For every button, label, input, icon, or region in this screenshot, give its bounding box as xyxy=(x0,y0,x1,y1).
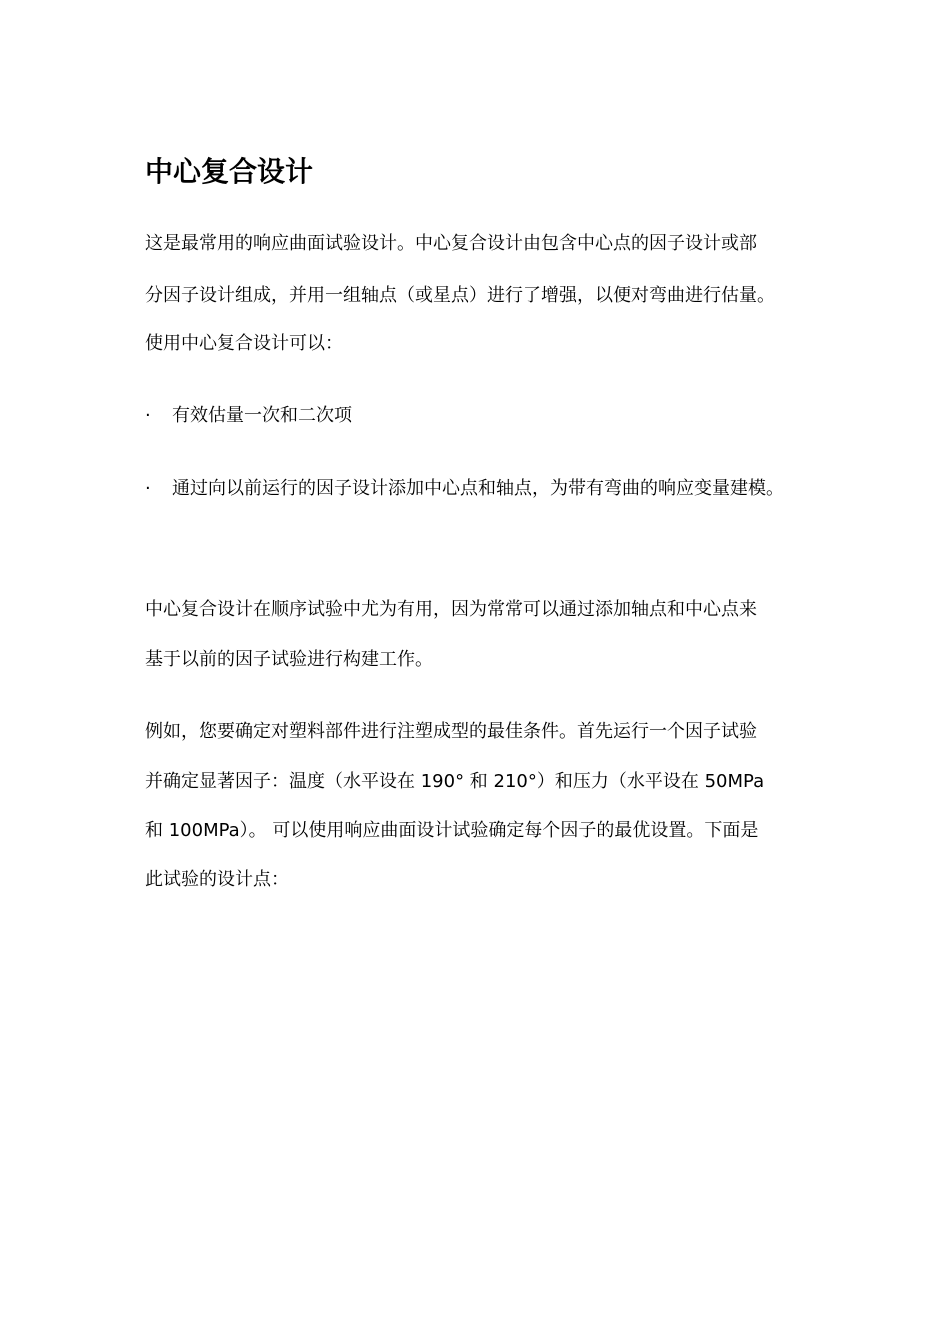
intro-line-3: 使用中心复合设计可以： xyxy=(145,333,343,354)
paragraph3-line-2: 并确定显著因子：温度（水平设在 190° 和 210°）和压力（水平设在 50MPa xyxy=(145,771,765,792)
bullet-text-1: 有效估量一次和二次项 xyxy=(172,405,352,426)
bullet-marker-1: · xyxy=(145,405,151,426)
paragraph3-line-4: 此试验的设计点： xyxy=(145,869,289,890)
paragraph2-line-1: 中心复合设计在顺序试验中尤为有用，因为常常可以通过添加轴点和中心点来 xyxy=(145,599,757,620)
paragraph3-line-3: 和 100MPa）。 可以使用响应曲面设计试验确定每个因子的最优设置。下面是 xyxy=(145,820,759,841)
intro-line-1: 这是最常用的响应曲面试验设计。中心复合设计由包含中心点的因子设计或部 xyxy=(145,233,757,254)
page-title: 中心复合设计 xyxy=(145,155,314,188)
paragraph2-line-2: 基于以前的因子试验进行构建工作。 xyxy=(145,649,433,670)
bullet-marker-2: · xyxy=(145,478,151,499)
bullet-text-2: 通过向以前运行的因子设计添加中心点和轴点，为带有弯曲的响应变量建模。 xyxy=(172,478,784,499)
intro-line-2: 分因子设计组成，并用一组轴点（或星点）进行了增强，以便对弯曲进行估量。 xyxy=(145,285,775,306)
paragraph3-line-1: 例如，您要确定对塑料部件进行注塑成型的最佳条件。首先运行一个因子试验 xyxy=(145,721,757,742)
